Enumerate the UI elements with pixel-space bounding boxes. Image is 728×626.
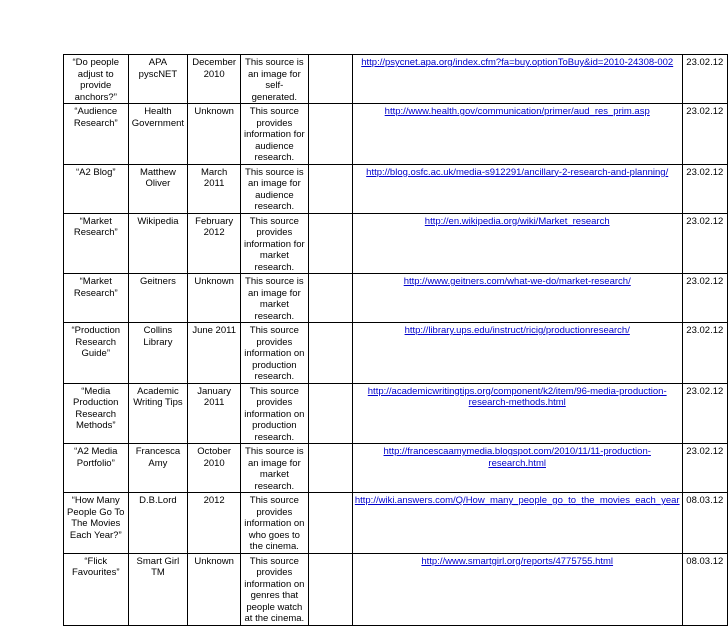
date-accessed-cell: 08.03.12 bbox=[682, 553, 727, 625]
source-title-cell: “Media Production Research Methods” bbox=[64, 383, 129, 444]
source-date-cell: December 2010 bbox=[188, 55, 241, 104]
source-author-cell: Health Government bbox=[128, 104, 188, 165]
source-description-cell: This source provides information for audience research. bbox=[240, 104, 308, 165]
table-row bbox=[64, 383, 728, 444]
source-url-link[interactable]: http://library.ups.edu/instruct/ricig/productionresearch/ bbox=[404, 325, 630, 336]
source-title-cell: “Flick Favourites” bbox=[64, 553, 129, 625]
source-notes-cell bbox=[308, 383, 352, 444]
date-accessed-cell: 23.02.12 bbox=[682, 444, 727, 493]
references-table bbox=[63, 54, 728, 626]
date-accessed-cell: 23.02.12 bbox=[682, 213, 727, 274]
source-description-cell: This source is an image for market research. bbox=[240, 444, 308, 493]
source-date-cell: February 2012 bbox=[188, 213, 241, 274]
source-notes-cell bbox=[308, 323, 352, 384]
source-notes-cell bbox=[308, 444, 352, 493]
source-description-cell: This source provides information on who goes to the cinema. bbox=[240, 493, 308, 554]
source-author-cell: Matthew Oliver bbox=[128, 164, 188, 213]
table-row bbox=[64, 493, 728, 554]
source-date-cell: Unknown bbox=[188, 553, 241, 625]
source-url-cell bbox=[352, 493, 682, 554]
source-title-cell: “Market Research” bbox=[64, 213, 129, 274]
source-title-cell: “How Many People Go To The Movies Each Year?” bbox=[64, 493, 129, 554]
source-author-cell: Francesca Amy bbox=[128, 444, 188, 493]
source-author-cell: Smart Girl TM bbox=[128, 553, 188, 625]
source-date-cell: March 2011 bbox=[188, 164, 241, 213]
source-date-cell: January 2011 bbox=[188, 383, 241, 444]
source-url-link[interactable]: http://blog.osfc.ac.uk/media-s912291/ancillary-2-research-and-planning/ bbox=[366, 166, 669, 178]
source-notes-cell bbox=[308, 493, 352, 554]
table-row bbox=[64, 553, 728, 625]
source-date-cell: June 2011 bbox=[188, 323, 241, 384]
date-accessed-cell: 23.02.12 bbox=[682, 104, 727, 165]
source-date-cell: 2012 bbox=[188, 493, 241, 554]
date-accessed-cell: 23.02.12 bbox=[682, 323, 727, 384]
date-accessed-cell: 23.02.12 bbox=[682, 383, 727, 444]
source-url-cell bbox=[352, 213, 682, 274]
source-author-cell: Wikipedia bbox=[128, 213, 188, 274]
source-description-cell: This source provides information on genres that people watch at the cinema. bbox=[240, 553, 308, 625]
source-url-cell bbox=[352, 323, 682, 384]
table-row bbox=[64, 274, 728, 323]
date-accessed-cell: 08.03.12 bbox=[682, 493, 727, 554]
date-accessed-cell: 23.02.12 bbox=[682, 274, 727, 323]
date-accessed-cell: 23.02.12 bbox=[682, 55, 727, 104]
table-row bbox=[64, 55, 728, 104]
source-url-cell bbox=[352, 164, 682, 213]
source-url-link[interactable]: http://psycnet.apa.org/index.cfm?fa=buy.optionToBuy&id=2010-24308-002 bbox=[361, 57, 674, 68]
source-date-cell: October 2010 bbox=[188, 444, 241, 493]
date-accessed-cell: 23.02.12 bbox=[682, 164, 727, 213]
table-row bbox=[64, 323, 728, 384]
source-url-link[interactable]: http://academicwritingtips.org/component/k2/item/96-media-production-research-methods.html bbox=[367, 385, 667, 408]
source-notes-cell bbox=[308, 55, 352, 104]
source-description-cell: This source provides information on production research. bbox=[240, 383, 308, 444]
source-title-cell: “Do people adjust to provide anchors?” bbox=[64, 55, 129, 104]
source-description-cell: This source is an image for market research. bbox=[240, 274, 308, 323]
source-date-cell: Unknown bbox=[188, 274, 241, 323]
source-description-cell: This source is an image for audience research. bbox=[240, 164, 308, 213]
source-author-cell: Collins Library bbox=[128, 323, 188, 384]
source-title-cell: “A2 Blog” bbox=[64, 164, 129, 213]
source-title-cell: “Market Research” bbox=[64, 274, 129, 323]
table-row bbox=[64, 164, 728, 213]
source-notes-cell bbox=[308, 164, 352, 213]
source-url-cell bbox=[352, 274, 682, 323]
source-url-link[interactable]: http://www.geitners.com/what-we-do/market-research/ bbox=[403, 276, 631, 287]
source-title-cell: “Production Research Guide” bbox=[64, 323, 129, 384]
source-url-link[interactable]: http://www.health.gov/communication/primer/aud_res_prim.asp bbox=[384, 106, 650, 117]
source-author-cell: APA pyscNET bbox=[128, 55, 188, 104]
source-description-cell: This source is an image for self-generated. bbox=[240, 55, 308, 104]
source-notes-cell bbox=[308, 104, 352, 165]
source-url-link[interactable]: http://en.wikipedia.org/wiki/Market_research bbox=[424, 215, 610, 227]
source-url-link[interactable]: http://francescaamymedia.blogspot.com/2010/11/11-production-research.html bbox=[383, 446, 651, 469]
source-url-cell bbox=[352, 444, 682, 493]
source-url-cell bbox=[352, 383, 682, 444]
source-notes-cell bbox=[308, 213, 352, 274]
source-description-cell: This source provides information for market research. bbox=[240, 213, 308, 274]
table-row bbox=[64, 444, 728, 493]
table-row bbox=[64, 104, 728, 165]
source-notes-cell bbox=[308, 274, 352, 323]
source-author-cell: Academic Writing Tips bbox=[128, 383, 188, 444]
source-author-cell: Geitners bbox=[128, 274, 188, 323]
source-title-cell: “A2 Media Portfolio” bbox=[64, 444, 129, 493]
source-url-cell bbox=[352, 553, 682, 625]
source-url-cell bbox=[352, 55, 682, 104]
source-url-link[interactable]: http://www.smartgirl.org/reports/4775755.html bbox=[421, 555, 614, 567]
source-author-cell: D.B.Lord bbox=[128, 493, 188, 554]
references-table-body bbox=[64, 55, 728, 626]
source-url-cell bbox=[352, 104, 682, 165]
source-title-cell: “Audience Research” bbox=[64, 104, 129, 165]
source-date-cell: Unknown bbox=[188, 104, 241, 165]
source-notes-cell bbox=[308, 553, 352, 625]
table-row bbox=[64, 213, 728, 274]
source-description-cell: This source provides information on production research. bbox=[240, 323, 308, 384]
source-url-link[interactable]: http://wiki.answers.com/Q/How_many_people_go_to_the_movies_each_year bbox=[354, 495, 680, 506]
